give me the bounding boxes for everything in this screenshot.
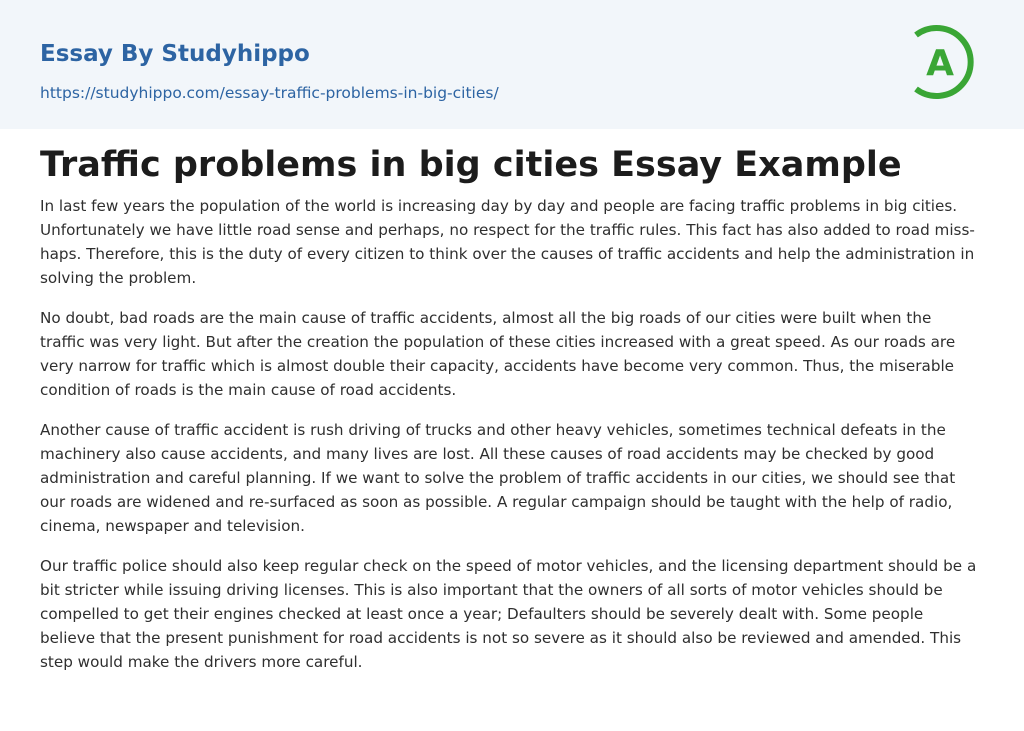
site-brand[interactable]: Essay By Studyhippo <box>40 41 310 67</box>
essay-title: Traffic problems in big cities Essay Example <box>40 145 902 185</box>
essay-body <box>40 194 980 690</box>
essay-paragraph: Our traffic police should also keep regular check on the speed of motor vehicles, and the licensing department should be a bit stricter while issuing driving licenses. This is also important that the owners of all sorts of motor vehicles should be compelled to get their engines checked at least once a year; Defaulters should be severely dealt with. Some people believe that the present punishment for road accidents is not so severe as it should also be reviewed and amended. This step would make the drivers more careful. <box>40 557 977 671</box>
logo-letter: A <box>926 43 954 84</box>
essay-paragraph: In last few years the population of the world is increasing day by day and people are facing traffic problems in big cities. Unfortunately we have little road sense and perhaps, no respect for the traffic rules. This fact has also added to road miss-haps. Therefore, this is the duty of every citizen to think over the causes of traffic accidents and help the administration in solving the problem. <box>40 197 975 287</box>
essay-paragraph: Another cause of traffic accident is rush driving of trucks and other heavy vehicles, sometimes technical defeats in the machinery also cause accidents, and many lives are lost. All these causes of road accidents may be checked by good administration and careful planning. If we want to solve the problem of traffic accidents in our cities, we should see that our roads are widened and re-surfaced as soon as possible. A regular campaign should be taught with the help of radio, cinema, newspaper and television. <box>40 421 956 535</box>
site-header <box>0 0 1024 129</box>
studyhippo-logo-icon[interactable] <box>908 18 988 106</box>
essay-paragraph: No doubt, bad roads are the main cause of traffic accidents, almost all the big roads of our cities were built when the traffic was very light. But after the creation the population of these cities increased with a great speed. As our roads are very narrow for traffic which is almost double their capacity, accidents have become very common. Thus, the miserable condition of roads is the main cause of road accidents. <box>40 309 956 399</box>
essay-url-link[interactable]: https://studyhippo.com/essay-traffic-problems-in-big-cities/ <box>40 84 499 102</box>
